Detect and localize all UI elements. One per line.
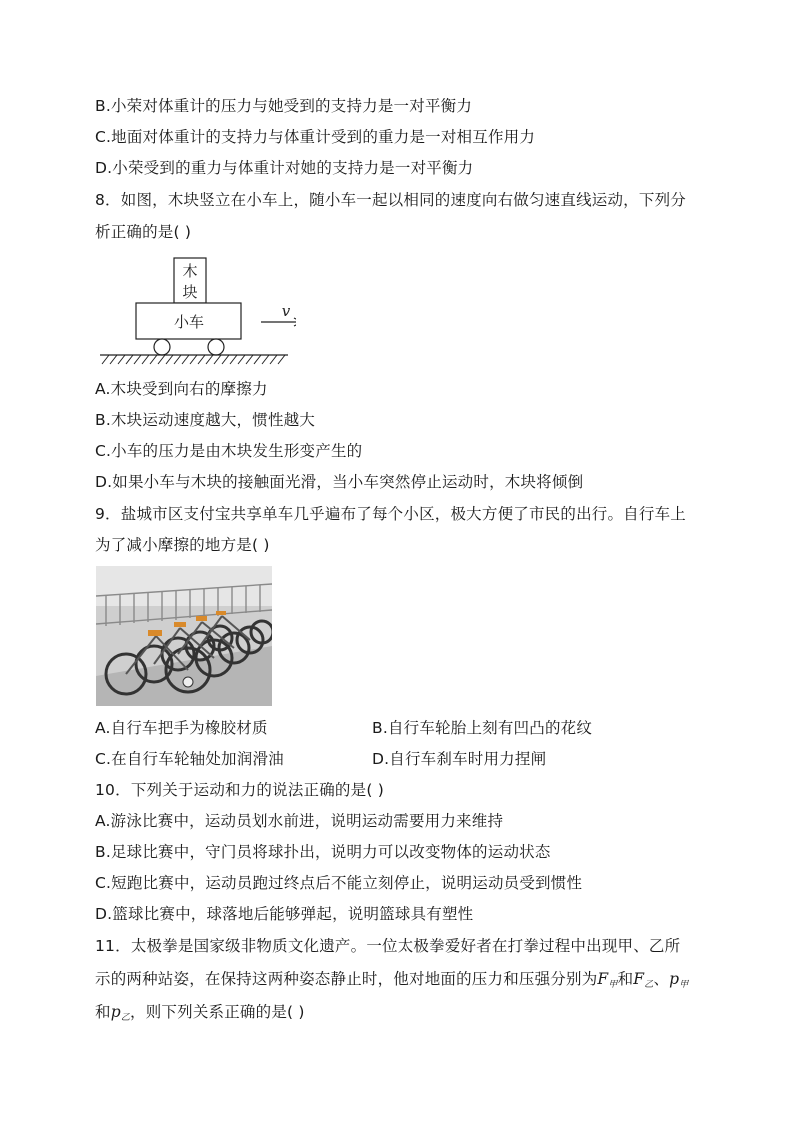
q10-option-d: D.篮球比赛中，球落地后能够弹起，说明篮球具有塑性 <box>95 905 474 923</box>
cart-wheel-left <box>154 339 170 355</box>
ground-hatching <box>102 355 285 364</box>
q9-stem-line1: 9．盐城市区支付宝共享单车几乎遍布了每个小区，极大方便了市民的出行。自行车上 <box>95 505 686 523</box>
q9-option-c: C.在自行车轮轴处加润滑油 <box>95 750 284 768</box>
q10-option-c: C.短跑比赛中，运动员跑过终点后不能立刻停止，说明运动员受到惯性 <box>95 874 583 892</box>
q9-option-b: B.自行车轮胎上刻有凹凸的花纹 <box>372 719 593 737</box>
q9-option-a: A.自行车把手为橡胶材质 <box>95 719 268 737</box>
cart-block-diagram <box>96 254 296 366</box>
cart-wheel-right <box>208 339 224 355</box>
block-label-1: 木 <box>182 262 198 280</box>
q8-stem-line1: 8．如图，木块竖立在小车上，随小车一起以相同的速度向右做匀速直线运动，下列分 <box>95 191 686 209</box>
q7-option-d: D.小荣受到的重力与体重计对她的支持力是一对平衡力 <box>95 159 474 177</box>
symbol-F-yi: $F_乙$ <box>633 970 654 990</box>
cart-label: 小车 <box>173 313 205 331</box>
shared-bikes-photo <box>96 566 272 706</box>
q11-stem-line2-text: 示的两种站姿，在保持这两种姿态静止时，他对地面的压力和压强分别为 <box>95 970 598 988</box>
q8-option-a: A.木块受到向右的摩擦力 <box>95 380 268 398</box>
shared-bikes-illustration <box>96 566 272 706</box>
q8-option-d: D.如果小车与木块的接触面光滑，当小车突然停止运动时，木块将倾倒 <box>95 473 584 491</box>
block-label-2: 块 <box>182 283 198 301</box>
symbol-p-jia: $p_甲$ <box>669 970 689 990</box>
q9-option-d: D.自行车刹车时用力捏闸 <box>372 750 547 768</box>
q7-option-c: C.地面对体重计的支持力与体重计受到的重力是一对相互作用力 <box>95 128 536 146</box>
q11-stem-line1: 11．太极拳是国家级非物质文化遗产。一位太极拳爱好者在打拳过程中出现甲、乙所 <box>95 937 681 955</box>
q11-stem-line3: 和$p_乙$，则下列关系正确的是( ) <box>95 1003 305 1023</box>
symbol-p-yi: $p_乙$ <box>110 1003 131 1023</box>
q11-stem-line3-tail: ，则下列关系正确的是( ) <box>130 1003 305 1021</box>
q10-option-a: A.游泳比赛中，运动员划水前进，说明运动需要用力来维持 <box>95 812 504 830</box>
symbol-F-jia: $F_甲$ <box>597 970 618 990</box>
q10-stem: 10．下列关于运动和力的说法正确的是( ) <box>95 781 384 799</box>
q9-stem-line2: 为了减小摩擦的地方是( ) <box>95 536 270 554</box>
q11-stem-line2: 示的两种站姿，在保持这两种姿态静止时，他对地面的压力和压强分别为$F_甲$和$F_乙$、$p_甲$ <box>95 970 689 990</box>
velocity-label: v <box>281 302 291 320</box>
q8-option-b: B.木块运动速度越大，惯性越大 <box>95 411 316 429</box>
q10-option-b: B.足球比赛中，守门员将球扑出，说明力可以改变物体的运动状态 <box>95 843 551 861</box>
q7-option-b: B.小荣对体重计的压力与她受到的支持力是一对平衡力 <box>95 97 473 115</box>
q8-stem-line2: 析正确的是( ) <box>95 223 192 241</box>
q8-option-c: C.小车的压力是由木块发生形变产生的 <box>95 442 363 460</box>
